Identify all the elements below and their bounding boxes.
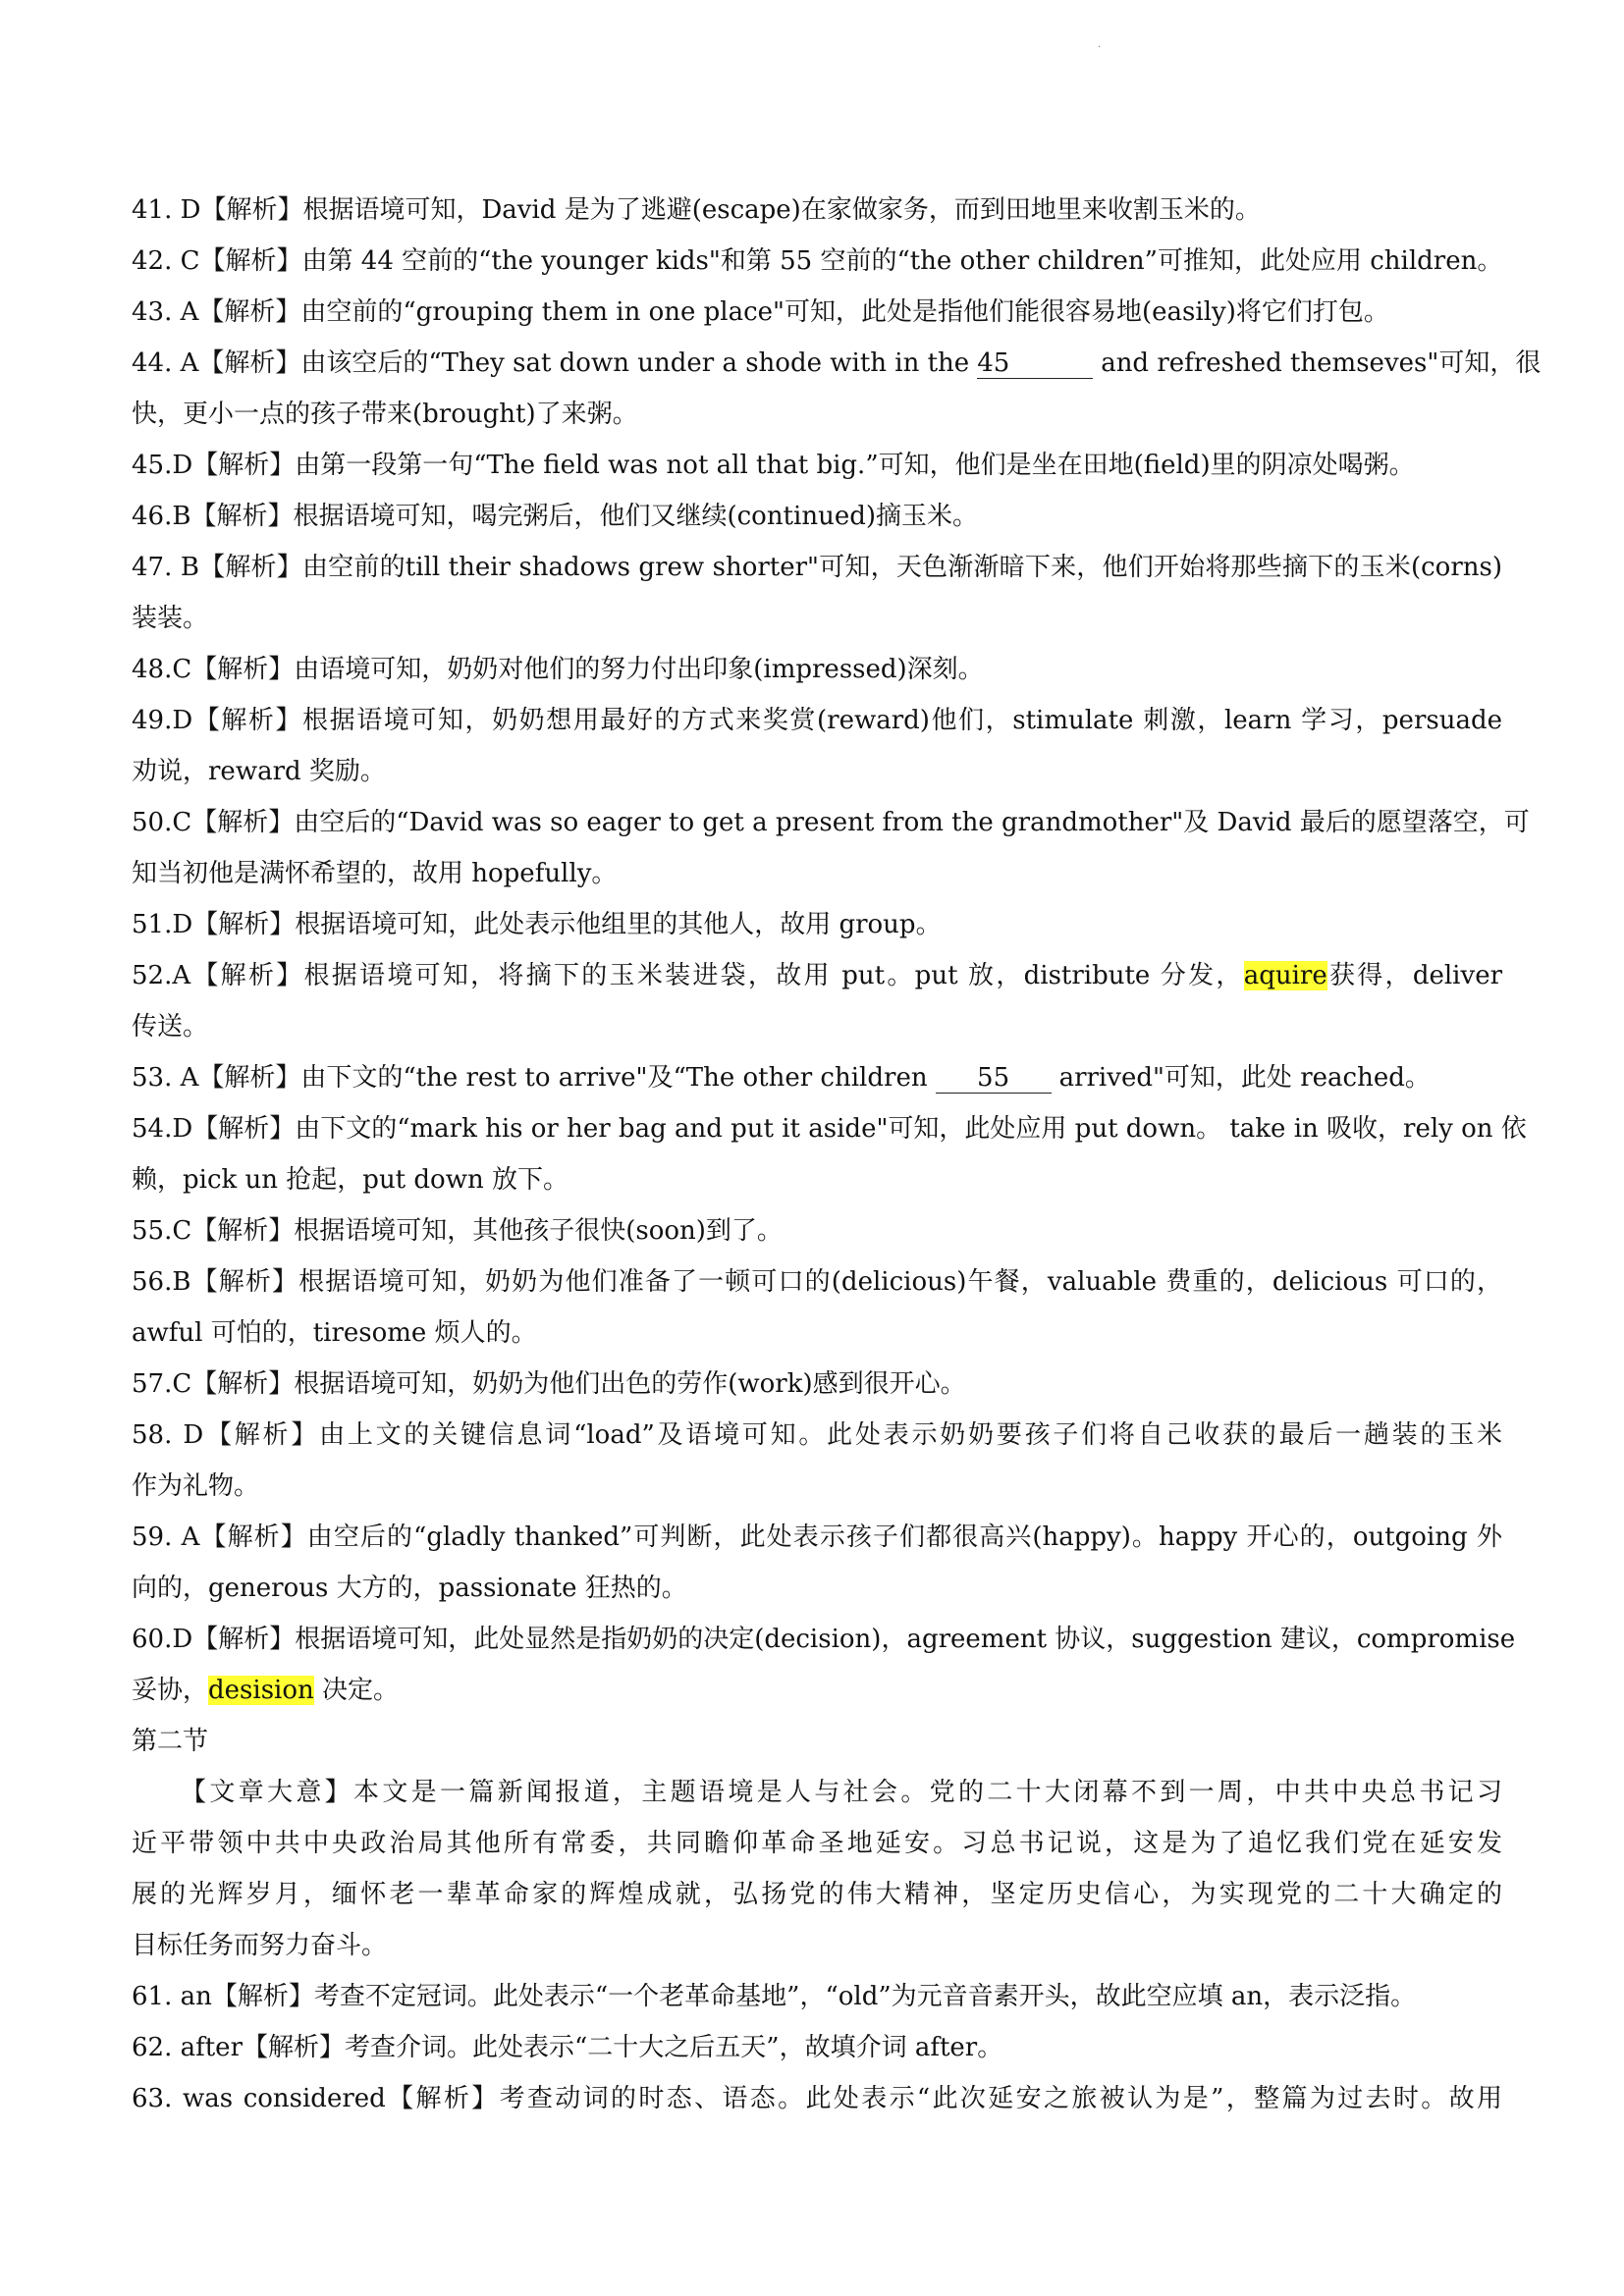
text-line-sum4 [132, 1920, 1502, 1971]
text-line-sum1 [132, 1767, 1502, 1818]
line-text: awful 可怕的，tiresome 烦人的。 [132, 1318, 537, 1348]
line-text: 48.C【解析】由语境可知，奶奶对他们的努力付出印象(impressed)深刻。 [132, 655, 984, 684]
text-line-l42 [132, 236, 1502, 287]
text-line-l60a [132, 1614, 1516, 1665]
text-line-l47b [132, 593, 1502, 644]
text-line-l62 [132, 2022, 1502, 2073]
text-line-l52b [132, 1001, 1502, 1052]
line-text: 知当初他是满怀希望的，故用 hopefully。 [132, 859, 618, 888]
line-text: 向的，generous 大方的，passionate 狂热的。 [132, 1574, 687, 1603]
line-text: 62. after【解析】考查介词。此处表示“二十大之后五天”，故填介词 after。 [132, 2033, 1003, 2062]
text-line-l49a [132, 695, 1502, 746]
text-line-l51 [132, 899, 1502, 950]
line-text: 第二节 [132, 1727, 209, 1756]
line-text: 赖，pick un 抢起，put down 放下。 [132, 1165, 568, 1195]
line-text: 【文章大意】本文是一篇新闻报道，主题语境是人与社会。党的二十大闭幕不到一周，中共中央总书记习 [181, 1778, 1502, 1807]
line-text: 52.A【解析】根据语境可知，将摘下的玉米装进袋，故用 put。put 放，distribute 分发， [132, 961, 1244, 990]
text-line-l50a [132, 797, 1530, 848]
text-line-sum3 [132, 1869, 1502, 1920]
text-line-l45 [132, 440, 1502, 491]
text-line-l56b [132, 1308, 1502, 1359]
text-line-l58b [132, 1461, 1502, 1512]
line-text: 60.D【解析】根据语境可知，此处显然是指奶奶的决定(decision)，agreement 协议，suggestion 建议，compromise [132, 1625, 1516, 1654]
line-text: 45.D【解析】由第一段第一句“The field was not all that big.”可知，他们是坐在田地(field)里的阴凉处喝粥。 [132, 451, 1415, 480]
line-text: 61. an【解析】考查不定冠词。此处表示“一个老革命基地”，“old”为元音音素开头，故此空应填 an，表示泛指。 [132, 1982, 1417, 2011]
text-line-l55 [132, 1205, 1502, 1256]
line-text: 近平带领中共中央政治局其他所有常委，共同瞻仰革命圣地延安。习总书记说，这是为了追忆我们党在延安发 [132, 1829, 1502, 1858]
line-text: 50.C【解析】由空后的“David was so eager to get a present from the grandmother"及 David 最后的愿望落空，可 [132, 808, 1530, 837]
text-line-l48 [132, 644, 1502, 695]
highlighted-word: aquire [1243, 961, 1327, 990]
blank-number: 55 [936, 1063, 1052, 1094]
line-text: 41. D【解析】根据语境可知，David 是为了逃避(escape)在家做家务，而到田地里来收割玉米的。 [132, 195, 1261, 225]
text-line-l59b [132, 1563, 1502, 1614]
highlighted-word: desision [208, 1676, 314, 1705]
text-line-l63 [132, 2073, 1502, 2124]
line-text: 目标任务而努力奋斗。 [132, 1931, 388, 1960]
text-line-l57 [132, 1359, 1502, 1410]
line-text: 快，更小一点的孩子带来(brought)了来粥。 [132, 400, 638, 429]
text-line-l58a [132, 1410, 1502, 1461]
line-text: 44. A【解析】由该空后的“They sat down under a shode with in the [132, 348, 970, 378]
blank-number: 45 [977, 348, 1093, 379]
text-line-sec2 [132, 1716, 1502, 1767]
line-text: 47. B【解析】由空前的till their shadows grew shorter"可知，天色渐渐暗下来，他们开始将那些摘下的玉米(corns) [132, 553, 1502, 582]
text-line-l49b [132, 746, 1502, 797]
line-text: 54.D【解析】由下文的“mark his or her bag and put it aside"可知，此处应用 put down。 take in 吸收，rely on 依 [132, 1114, 1527, 1144]
line-text: 决定。 [313, 1676, 400, 1705]
text-line-l59a [132, 1512, 1502, 1563]
line-text: 63. was considered【解析】考查动词的时态、语态。此处表示“此次延安之旅被认为是”，整篇为过去时。故用 [132, 2084, 1502, 2113]
text-line-l47a [132, 542, 1502, 593]
text-line-l60b [132, 1665, 1502, 1716]
page-mark: . [1098, 39, 1102, 50]
text-line-l61 [132, 1971, 1502, 2022]
line-text: 55.C【解析】根据语境可知，其他孩子很快(soon)到了。 [132, 1216, 783, 1246]
line-text: 49.D【解析】根据语境可知，奶奶想用最好的方式来奖赏(reward)他们，stimulate 刺激，learn 学习，persuade [132, 706, 1502, 735]
text-line-l46 [132, 491, 1502, 542]
answer-explanations [132, 185, 1542, 2124]
line-text: 57.C【解析】根据语境可知，奶奶为他们出色的劳作(work)感到很开心。 [132, 1369, 966, 1399]
text-line-l41 [132, 185, 1502, 236]
line-text: and refreshed themseves"可知，很 [1101, 348, 1542, 378]
text-line-sum2 [132, 1818, 1502, 1869]
text-line-l56a [132, 1256, 1502, 1308]
line-text: 51.D【解析】根据语境可知，此处表示他组里的其他人，故用 group。 [132, 910, 942, 939]
text-line-l53 [132, 1052, 1502, 1103]
line-text: 展的光辉岁月，缅怀老一辈革命家的辉煌成就，弘扬党的伟大精神，坚定历史信心，为实现党的二十大确定的 [132, 1880, 1502, 1909]
text-line-l50b [132, 848, 1502, 899]
line-text: 作为礼物。 [132, 1471, 260, 1501]
text-line-l52a [132, 950, 1502, 1001]
line-text: arrived"可知，此处 reached。 [1058, 1063, 1431, 1093]
line-text: 劝说，reward 奖励。 [132, 757, 386, 786]
line-text: 传送。 [132, 1012, 209, 1041]
line-text: 58. D【解析】由上文的关键信息词“load”及语境可知。此处表示奶奶要孩子们将自己收获的最后一趟装的玉米 [132, 1420, 1502, 1450]
line-text: 53. A【解析】由下文的“the rest to arrive"及“The other children [132, 1063, 928, 1093]
text-line-l54b [132, 1154, 1502, 1205]
text-line-l44a [132, 338, 1542, 389]
line-text: 装装。 [132, 604, 209, 633]
line-text: 获得，deliver [1326, 961, 1503, 990]
text-line-l54a [132, 1103, 1527, 1154]
line-text: 46.B【解析】根据语境可知，喝完粥后，他们又继续(continued)摘玉米。 [132, 502, 978, 531]
line-text: 妥协， [132, 1676, 209, 1705]
line-text: 42. C【解析】由第 44 空前的“the younger kids"和第 55 空前的“the other children”可推知，此处应用 children。 [132, 246, 1503, 276]
text-line-l43 [132, 287, 1502, 338]
line-text: 56.B【解析】根据语境可知，奶奶为他们准备了一顿可口的(delicious)午餐，valuable 费重的，delicious 可口的， [132, 1267, 1502, 1297]
line-text: 59. A【解析】由空后的“gladly thanked”可判断，此处表示孩子们都很高兴(happy)。happy 开心的，outgoing 外 [132, 1522, 1502, 1552]
text-line-l44b [132, 389, 1502, 440]
line-text: 43. A【解析】由空前的“grouping them in one place"可知，此处是指他们能很容易地(easily)将它们打包。 [132, 297, 1389, 327]
